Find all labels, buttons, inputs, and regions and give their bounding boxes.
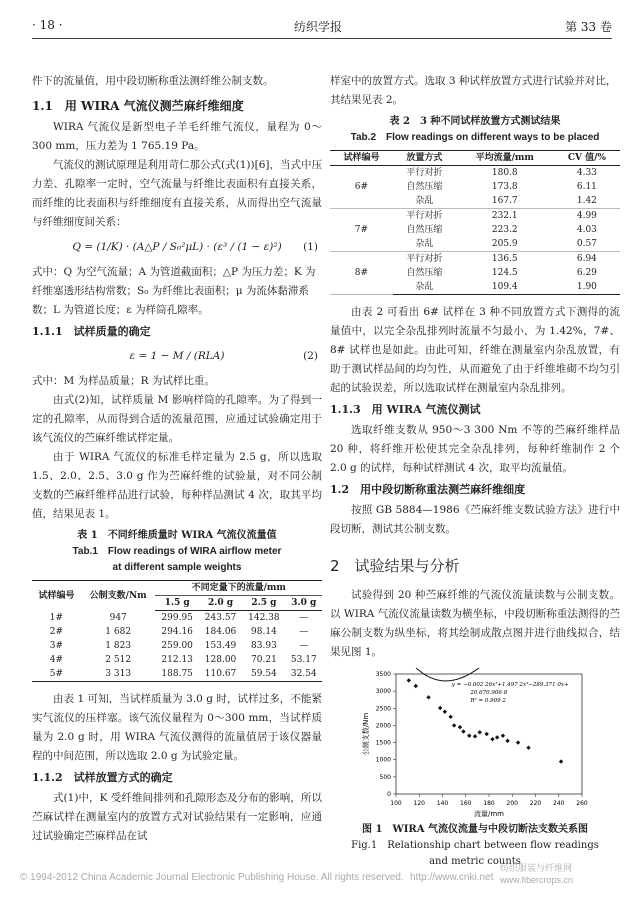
page-header	[32, 14, 612, 39]
table-header: 2.0 g	[199, 596, 242, 611]
paragraph: 由式(2)知，试样质量 M 影响样筒的孔隙率。为了得到一定的孔隙率，从而得到合适的流量范围，应通过试验确定用于该气流仪的苎麻纤维试样定量。	[32, 394, 322, 444]
table-cell: 自然压缩	[406, 225, 443, 235]
table-cell: —	[299, 613, 309, 623]
table-cell: 184.06	[204, 627, 237, 637]
copyright-text: © 1994-2012 China Academic Journal Electronic Publishing House. All rights reserved.	[20, 872, 404, 883]
table-cell: 1.42	[554, 194, 620, 209]
paragraph: 按照 GB 5884—1986《苎麻纤维支数试验方法》进行中段切断，测试其公制支数。	[330, 504, 620, 535]
table-row	[32, 625, 322, 639]
data-point	[505, 739, 509, 743]
table-header: CV 值/%	[554, 151, 620, 166]
table-cell: 6.29	[576, 268, 597, 278]
table-1-body	[32, 611, 322, 682]
x-tick-label: 100	[390, 800, 402, 807]
data-point	[490, 737, 494, 741]
x-tick-label: 240	[553, 800, 565, 807]
table-cell: 110.67	[199, 667, 242, 682]
x-tick-label: 180	[483, 800, 495, 807]
table-2-caption-cn: 表 2 3 种不同试样放置方式测试结果	[389, 116, 561, 127]
x-tick-label: 200	[506, 800, 518, 807]
data-point	[473, 734, 477, 738]
table-row	[32, 653, 322, 667]
table-2-caption-en: Tab.2 Flow readings on different ways to be placed	[350, 132, 600, 143]
table-cell: 205.9	[456, 237, 554, 252]
table-cell: 4.03	[576, 225, 597, 235]
equation-2-body: ε = 1 − M / (RLA)	[129, 350, 225, 362]
data-point	[414, 684, 418, 688]
table-cell: 124.5	[491, 268, 518, 278]
table-row	[330, 209, 620, 224]
table-cell: 212.13	[161, 655, 193, 665]
y-tick-label: 2500	[375, 705, 391, 713]
section-1-1-title: 1.1 用 WIRA 气流仪测苎麻纤维细度	[32, 99, 244, 113]
equation-1-number: (1)	[303, 241, 318, 253]
equation-1-body: Q = (1/K) · (A△P / S₀²μL) · (ε³ / (1 − ε)²)	[72, 241, 282, 253]
table-cell: 4.33	[576, 168, 597, 178]
cnki-link[interactable]: http://www.cnki.net	[410, 872, 494, 883]
table-row	[32, 639, 322, 653]
right-column	[330, 72, 620, 870]
data-point	[461, 729, 465, 733]
paragraph: WIRA 气流仪是新型电子羊毛纤维气流仪，量程为 0～300 mm，压力差为 1 765.19 Pa。	[32, 121, 322, 152]
table-cell: 3 313	[81, 667, 156, 682]
table-cell: 平行对折	[406, 211, 443, 221]
table-cell: 杂乱	[393, 280, 456, 295]
data-point	[448, 715, 452, 719]
table-header: 2.5 g	[242, 596, 285, 611]
table-cell: 180.8	[491, 168, 518, 178]
table-cell: 4#	[49, 655, 64, 665]
table-cell: —	[299, 641, 309, 651]
table-cell: 1.90	[554, 280, 620, 295]
data-point	[501, 734, 505, 738]
paragraph: 式中：Q 为空气流量；A 为管道截面积；△P 为压力差；K 为纤维塞透形结构常数；S₀ 为纤维比表面积；μ 为流体黏滞系数；L 为管道长度；ε 为样筒孔隙率。	[32, 266, 316, 316]
y-tick-label: 2000	[375, 722, 391, 730]
table-cell: 2#	[49, 627, 64, 637]
table-cell: 947	[109, 612, 127, 623]
x-tick-label: 160	[460, 800, 472, 807]
x-tick-label: 220	[529, 800, 542, 807]
paragraph: 气流仪的测试原理是利用苛仁那公式(式(1))[6]，当式中压力差、孔隙率一定时，空气流量与纤维比表面积有直接关系，而纤维的比表面积与纤维细度有直接关系，从而得出空气流量与纤维细度间关系：	[32, 159, 322, 228]
page-footer	[0, 863, 636, 894]
section-2-title: 2 试验结果与分析	[330, 557, 460, 575]
table-cell: 5#	[32, 667, 81, 682]
page-number: · 18 ·	[32, 18, 63, 32]
data-point	[559, 759, 563, 763]
paragraph: 选取纤维支数从 950～3 300 Nm 不等的苎麻纤维样品 20 种，将纤维开松使其完全杂乱排列，每种纤维制作 2 个 2.0 g 的试样，每种试样测试 4 次，取平均流量值。	[330, 424, 620, 474]
table-header: 试样编号	[330, 151, 393, 166]
y-tick-label: 1500	[375, 739, 391, 747]
paragraph: 由于 WIRA 气流仪的标准毛样定量为 2.5 g，所以选取 1.5、2.0、2.5、3.0 g 作为苎麻纤维的试验量，对不同公制支数的苎麻纤维样品进行试验，每种样品测试 4 次，取其平均值，结果见表 1。	[32, 451, 322, 520]
table-header: 公制支数/Nm	[81, 581, 156, 611]
table-cell: 0.57	[554, 237, 620, 252]
table-cell: 自然压缩	[406, 182, 443, 192]
paragraph: 试验得到 20 种苎麻纤维的气流仪流量读数与公制支数。以 WIRA 气流仪流量读数为横坐标，中段切断称重法测得的苎麻公制支数为纵坐标，将其绘制成散点图并进行曲线拟合，结果见图 1。	[330, 589, 620, 658]
data-point	[452, 723, 456, 727]
data-point	[426, 695, 430, 699]
watermark-text: 纺织服装与纤维网 www.fibercrops.cn	[500, 863, 574, 885]
table-cell: 4.99	[576, 211, 597, 221]
table-cell: 98.14	[251, 627, 277, 637]
journal-name: 纺织学报	[294, 20, 343, 34]
table-row	[330, 166, 620, 181]
table-row	[32, 667, 322, 682]
table-cell: 83.93	[251, 641, 277, 651]
y-tick-label: 1000	[375, 756, 391, 764]
table-1-caption-en	[32, 544, 322, 576]
paragraph: 样室中的放置方式。选取 3 种试样放置方式进行试验并对比，其结果见表 2。	[330, 75, 617, 106]
data-point	[478, 730, 482, 734]
y-tick-label: 3500	[375, 671, 391, 678]
equation-1	[32, 238, 322, 257]
table-header: 1.5 g	[155, 596, 198, 611]
table-cell: 平行对折	[406, 168, 443, 178]
table-cell: 1#	[49, 612, 64, 623]
data-point	[407, 678, 411, 682]
scatter-chart-svg	[360, 668, 590, 818]
table-cell: 167.7	[456, 194, 554, 209]
table-header: 不同定量下的流量/mm	[155, 581, 322, 596]
fit-r-squared: R² = 0.909 2	[470, 698, 506, 704]
data-point	[438, 706, 442, 710]
data-point	[458, 725, 462, 729]
fit-equation-line1: y = −0.002 26x³+1.497 2x²−289.371 0x+	[451, 682, 569, 688]
table-1	[32, 580, 322, 682]
table-row	[330, 252, 620, 267]
section-1-1-1-title: 1.1.1 试样质量的确定	[32, 325, 151, 338]
table-cell: 128.00	[204, 655, 237, 665]
table-header: 平均流量/mm	[456, 151, 554, 166]
table-cell: 153.49	[204, 641, 237, 651]
data-point	[467, 734, 471, 738]
table-cell: 6.94	[576, 254, 597, 264]
table-cell: 32.54	[286, 667, 322, 682]
table-header: 试样编号	[32, 581, 81, 611]
table-cell: 232.1	[491, 211, 518, 221]
figure-1-caption-en-line2: and metric counts	[429, 856, 521, 867]
y-tick-label: 0	[387, 791, 391, 798]
table-cell: 70.21	[251, 655, 277, 665]
data-point	[526, 746, 530, 750]
figure-1-caption-cn: 图 1 WIRA 气流仪流量与中段切断法支数关系图	[362, 824, 588, 835]
table-cell: 223.2	[491, 225, 518, 235]
fit-equation-line2: 20 670.906 8	[470, 690, 508, 696]
table-cell: 299.95	[161, 613, 193, 623]
table-1-caption-cn: 表 1 不同纤维质量时 WIRA 气流仪流量值	[77, 530, 277, 541]
equation-2-number: (2)	[303, 350, 318, 362]
x-axis-label: 流量/mm	[474, 810, 504, 818]
table-2-body	[330, 166, 620, 295]
table-1-caption-en-line2: at different sample weights	[112, 562, 242, 573]
table-cell: 杂乱	[393, 194, 456, 209]
table-cell: 142.38	[248, 613, 280, 623]
y-tick-label: 500	[379, 773, 391, 781]
x-tick-label: 140	[436, 800, 449, 807]
table-cell: 1 823	[105, 641, 132, 651]
paragraph: 由表 1 可知，当试样质量为 3.0 g 时，试样过多，不能紧实气流仪的压样塞。该气流仪量程为 0～300 mm，当试样质量为 2.0 g 时，用 WIRA 气流仪测得的流量值居于该仪器量程的中间范围，所以选取 2.0 g 为试验定量。	[32, 693, 322, 762]
equation-2	[32, 347, 322, 366]
fit-curve	[408, 668, 565, 681]
table-cell: 243.57	[204, 613, 237, 623]
table-cell: 3#	[49, 641, 64, 651]
table-cell: 7#	[330, 209, 393, 252]
table-cell: 自然压缩	[406, 268, 443, 278]
table-cell: —	[299, 627, 309, 637]
table-header: 放置方式	[393, 151, 456, 166]
table-cell: 6#	[330, 166, 393, 209]
table-2	[330, 150, 620, 295]
x-tick-label: 120	[413, 800, 425, 807]
paragraph: 由表 2 可看出 6# 试样在 3 种不同放置方式下测得的流量值中，以完全杂乱排列时流量不匀最小，为 1.42%，7#、8# 试样也是如此。由此可知，纤维在测量室内杂乱放置，有助于测试样品间的均匀性，从而避免了由于纤维堆砌不均匀引起的试验误差，所以选取试样在测量室内杂乱排列。	[330, 306, 620, 394]
table-row	[32, 611, 322, 626]
table-cell: 6.11	[576, 182, 597, 192]
data-point	[484, 732, 488, 736]
left-column	[32, 72, 322, 846]
table-cell: 259.00	[161, 641, 193, 651]
y-tick-label: 3000	[375, 688, 391, 696]
table-cell: 平行对折	[406, 254, 443, 264]
paragraph: 式中：M 为样品质量；R 为试样比重。	[32, 375, 215, 387]
table-cell: 53.17	[290, 655, 317, 665]
x-tick-label: 260	[576, 800, 588, 807]
data-point	[443, 710, 447, 714]
section-1-1-3-title: 1.1.3 用 WIRA 气流仪测试	[330, 403, 481, 416]
data-point	[495, 735, 499, 739]
table-cell: 173.8	[491, 182, 518, 192]
table-cell: 59.54	[242, 667, 285, 682]
table-cell: 1 682	[105, 627, 132, 637]
volume-label: 第 33 卷	[565, 20, 612, 34]
table-header: 3.0 g	[286, 596, 322, 611]
table-cell: 188.75	[155, 667, 198, 682]
table-cell: 109.4	[456, 280, 554, 295]
y-axis-label: 公制支数/Nm	[362, 712, 370, 756]
table-cell: 2 512	[105, 655, 132, 665]
section-1-1-2-title: 1.1.2 试样放置方式的确定	[32, 771, 173, 784]
table-cell: 8#	[330, 252, 393, 295]
figure-1-chart	[360, 668, 590, 818]
section-1-2-title: 1.2 用中段切断称重法测苎麻纤维细度	[330, 483, 526, 496]
figure-1-caption-en-line1: Fig.1 Relationship chart between flow readings	[351, 840, 599, 851]
table-cell: 杂乱	[393, 237, 456, 252]
table-cell: 136.5	[491, 254, 518, 264]
paragraph: 式(1)中，K 受纤维间排列和孔隙形态及分布的影响，所以苎麻试样在测量室内的放置方式对试验结果有一定影响，应通过试验确定苎麻样品在试	[32, 792, 322, 842]
continued-text: 件下的流量值，用中段切断称重法测纤维公制支数。	[32, 75, 274, 87]
table-cell: 294.16	[161, 627, 193, 637]
table-1-caption-en-line1: Tab.1 Flow readings of WIRA airflow meter	[72, 546, 282, 557]
data-point	[516, 740, 520, 744]
